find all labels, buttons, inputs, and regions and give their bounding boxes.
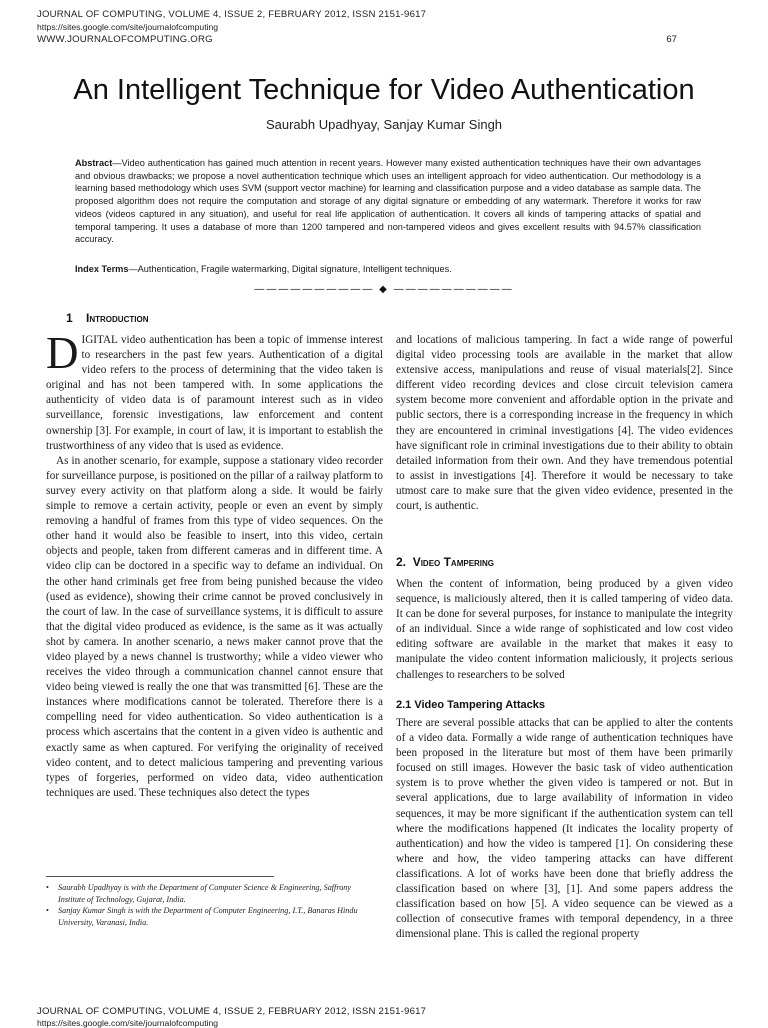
index-terms xyxy=(75,264,701,274)
section-number: 1 xyxy=(66,311,73,325)
section-separator: —————————— ◆ —————————— xyxy=(254,284,514,295)
footnote-item xyxy=(46,882,376,905)
footnote-rule xyxy=(46,876,274,877)
section-title: Video Tampering xyxy=(412,555,495,569)
intro-paragraph-1-text: IGITAL video authentication has been a topic of immense interest to researchers in the past few years. Authentication of a digital video refers to the process of determining that the video taken is original and has not been tampered with. In some applications the authenticity of video data is of paramount interest such as in video surveillance, forensic investigations, law enforcement and content ownership [3]. For example, in court of law, it is important to establish the trustworthiness of any video that is used as evidence. xyxy=(46,334,383,452)
page-number: 67 xyxy=(666,34,677,45)
running-footer-url[interactable]: https://sites.google.com/site/journalofcomputing xyxy=(37,1018,219,1028)
intro-paragraph-1 xyxy=(46,328,383,454)
tampering-paragraph-1: When the content of information, being produced by a given video sequence, is maliciously altered, then it is called tampering of video data. It can be done for several purposes, for instance to manipulate the integrity of an individual. Since a wide range of sophisticated and low cost video editing software are available in the market that makes it easy to manipulate the video content information maliciously, it projects serious challenges to researchers to be solved xyxy=(396,578,733,681)
index-terms-text: —Authentication, Fragile watermarking, Digital signature, Intelligent techniques. xyxy=(128,264,452,274)
bullet-icon: • xyxy=(46,906,49,916)
section-heading-introduction xyxy=(66,311,148,325)
footnotes xyxy=(46,882,376,928)
intro-paragraph-2: As in another scenario, for example, suppose a stationary video recorder for surveillance purpose, is positioned on the pillar of a railway platform to survey every activity on that platform along a side. It would be fairly simple to remove a certain activity, people or even an event by simply removing a handful of frames from this type of video sequences. On the other hand it would also be feasible to insert, into this video, certain objects and people, taken from different cameras and in different time. A video clip can be doctored in a specific way to defame an individual. On the other hand criminals get free from being punished because the video (used as evidence), showing their crime cannot be proved conclusively in the court of law. In the case of surveillance systems, it is difficult to assure that the digital video produced as evidence, is the same as it was actually shot by camera. In another scenario, a news maker cannot prove that the video played by a news channel is trustworthy; while a video viewer who receives the video through a communication channel cannot ensure that video being viewed is really the one that was transmitted [6]. These are the instances where modifications cannot be tolerated. Therefore there is a compelling need for video authentication. So video authentication is a process which ascertains that the content in a given video is authentic and exactly same as when captured. For verifying the originality of received video content, and to detect malicious tampering and preventing various types of forgeries, performed on video data, video authentication techniques are used. These techniques also detect the types xyxy=(46,454,383,799)
left-column xyxy=(46,328,383,801)
running-footer-journal: JOURNAL OF COMPUTING, VOLUME 4, ISSUE 2, FEBRUARY 2012, ISSN 2151-9617 xyxy=(37,1006,427,1017)
paper-authors: Saurabh Upadhyay, Sanjay Kumar Singh xyxy=(265,117,503,132)
abstract-text: —Video authentication has gained much attention in recent years. However many existed authentication techniques have their own advantages and obvious drawbacks; we propose a novel authentication technique which uses an intelligent approach for video authentication. Our methodology is a learning based methodology which uses SVM (support vector machine) for learning and classification purpose and a video database as sample data. The proposed algorithm does not require the computation and storage of any digital signature or embedding of any watermark. Therefore it works for raw videos (videos captured in any situation), and useful for real life application of authentication. It covers all kinds of tampering attacks of spatial and temporal tampering. It uses a database of more than 1200 tampered and non-tampered videos and gives excellent results with 94.57% classification accuracy. xyxy=(75,158,701,245)
drop-cap: D xyxy=(46,328,79,378)
running-header-url[interactable]: https://sites.google.com/site/journalofcomputing xyxy=(37,22,219,32)
subsection-heading-attacks: 2.1 Video Tampering Attacks xyxy=(396,699,545,711)
abstract-label: Abstract xyxy=(75,158,113,168)
section-number: 2. xyxy=(396,555,407,569)
tampering-paragraph-2: There are several possible attacks that can be applied to alter the contents of a video data. Formally a wide range of authentication techniques have been proposed in the literature but most of them have been primarily focused on still images. However the basic task of video authentication system is to prove whether the given video is tampered or not. But in several applications, due to large availability of information in video sequences, it may be more significant if the authentication system can tell where the modifications happened (It indicates the locality property of authentication) and how the video is tampered [1]. On considering these where and how, the video tampering attacks can have different classifications. A lot of works have been done that briefly address the classification based on where [3], [1]. And some papers address the classification based on how [5]. A video sequence can be viewed as a collection of consecutive frames with temporal dependency, in a three dimensional plane. This is called the regional property xyxy=(396,717,733,941)
running-header-journal: JOURNAL OF COMPUTING, VOLUME 4, ISSUE 2, FEBRUARY 2012, ISSN 2151-9617 xyxy=(37,9,427,20)
right-column-tampering xyxy=(396,577,733,683)
section-title: Introduction xyxy=(86,311,149,325)
abstract xyxy=(75,157,701,246)
footnote-item xyxy=(46,905,376,928)
paper-title: An Intelligent Technique for Video Authentication xyxy=(73,74,695,106)
bullet-icon: • xyxy=(46,883,49,892)
footnote-text: Saurabh Upadhyay is with the Department of Computer Science & Engineering, Saffrony Institute of Technology, Gujarat, India. xyxy=(58,883,352,904)
footnote-text: Sanjay Kumar Singh is with the Department of Computer Engineering, I.T., Banaras Hindu University, Varanasi, India. xyxy=(58,906,358,927)
right-column-attacks xyxy=(396,716,733,942)
index-terms-label: Index Terms xyxy=(75,264,129,274)
right-column-intro xyxy=(396,333,733,514)
section-heading-video-tampering xyxy=(396,555,494,569)
running-header-site[interactable]: WWW.JOURNALOFCOMPUTING.ORG xyxy=(37,34,213,45)
intro-paragraph-3: and locations of malicious tampering. In fact a wide range of powerful digital video processing tools are available in the market that allow extensive access, manipulations and reuse of visual materials[2]. Since different video recording devices and close circuit television camera system become more convenient and affordable option in the private and public sectors, there is a corresponding increase in the frequency in which they are encountered in criminal investigations [4]. The video evidences have significant role in criminal investigations due to their ability to obtain detailed information from their own. And they have tremendous potential to assist in investigations [4]. Therefore it would be necessary to take utmost care to make sure that the given video evidence, presented in the court, is authentic. xyxy=(396,334,733,513)
